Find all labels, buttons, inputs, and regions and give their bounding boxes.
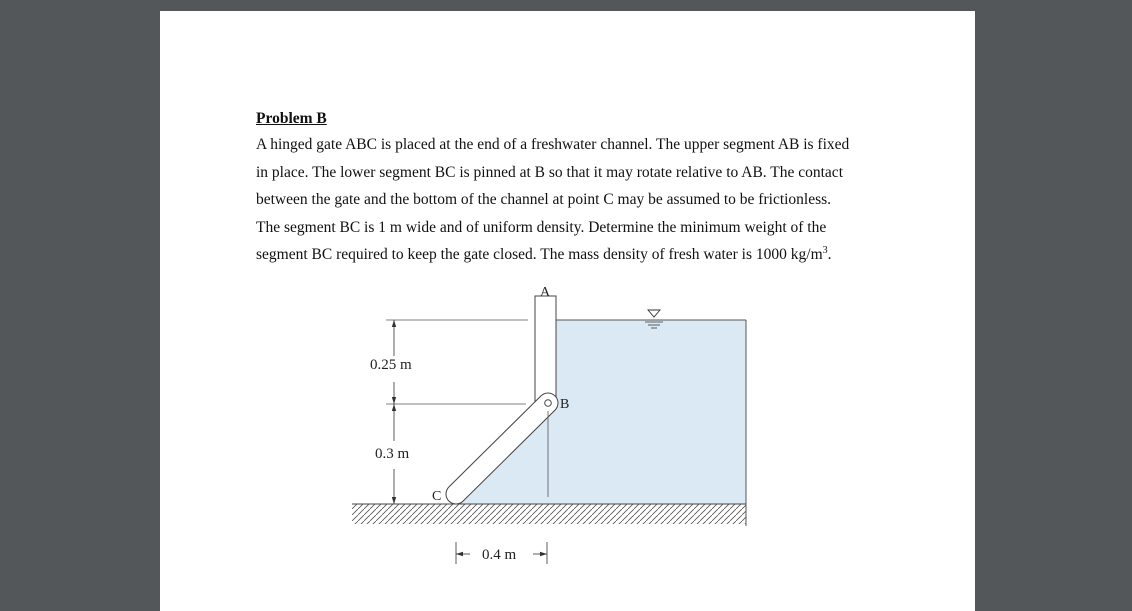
label-b: B	[560, 397, 570, 412]
problem-line-1: A hinged gate ABC is placed at the end of a freshwater channel. The upper segment AB is fixed	[256, 136, 850, 153]
cubed-superscript: 3	[822, 244, 828, 256]
gate-diagram	[340, 281, 760, 571]
hinge-pin-b	[545, 400, 552, 407]
label-a: A	[540, 285, 551, 300]
water-region	[457, 320, 746, 504]
problem-line-3: between the gate and the bottom of the channel at point C may be assumed to be frictionless.	[256, 191, 832, 208]
dim-lower-label: 0.3 m	[375, 446, 410, 462]
problem-line-5-text: segment BC required to keep the gate closed. The mass density of fresh water is 1000 kg/m	[256, 246, 823, 263]
gate-segment-ab	[535, 296, 556, 405]
dim-horizontal-label: 0.4 m	[482, 547, 517, 563]
ground-hatching	[352, 504, 746, 524]
document-page	[160, 11, 975, 611]
label-c: C	[432, 489, 442, 504]
dim-upper-label: 0.25 m	[370, 357, 412, 373]
problem-line-5-end: .	[827, 246, 832, 263]
problem-line-2: in place. The lower segment BC is pinned at B so that it may rotate relative to AB. The contact	[256, 163, 843, 181]
vertical-dimension	[392, 320, 396, 504]
problem-title: Problem B	[256, 110, 327, 127]
problem-text	[256, 107, 896, 269]
problem-line-4: The segment BC is 1 m wide and of uniform density. Determine the minimum weight of the	[256, 218, 827, 236]
problem-line-5	[256, 241, 896, 269]
